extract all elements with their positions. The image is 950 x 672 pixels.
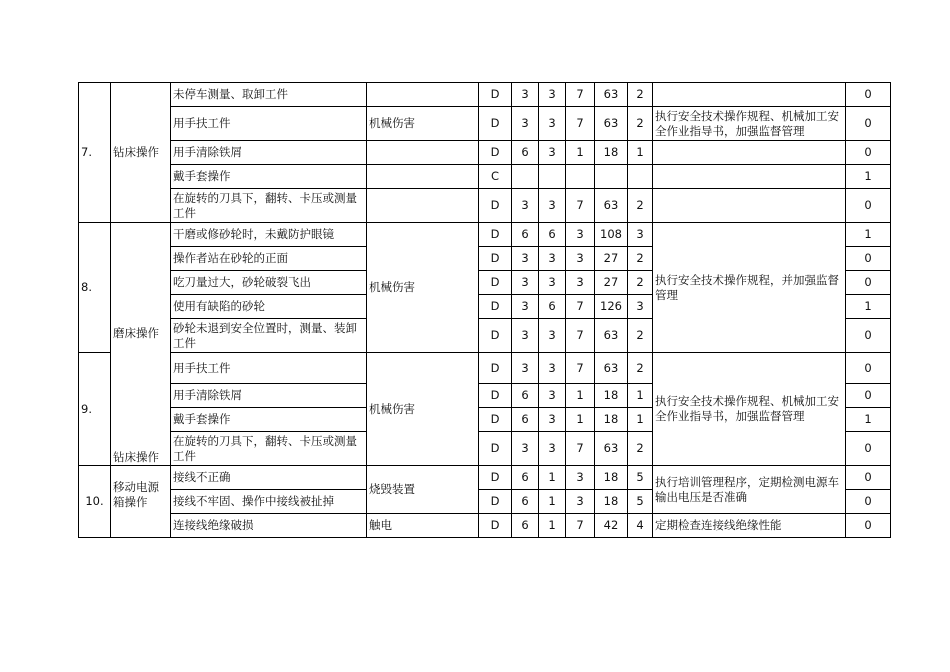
c-value: 3 (566, 490, 595, 514)
c-value: 7 (566, 295, 595, 319)
level-cell: D (479, 432, 512, 466)
c-value (566, 165, 595, 189)
e-value: 1 (539, 490, 566, 514)
flag-value: 0 (846, 353, 891, 384)
l-value: 3 (512, 107, 539, 141)
c-value: 7 (566, 514, 595, 538)
operation-name-drilling: 钻床操作 (113, 450, 159, 464)
c-value: 7 (566, 319, 595, 353)
l-value: 3 (512, 271, 539, 295)
e-value: 3 (539, 353, 566, 384)
flag-value: 0 (846, 107, 891, 141)
d-value: 18 (595, 490, 628, 514)
l-value (512, 165, 539, 189)
grade-value: 1 (628, 141, 653, 165)
d-value: 63 (595, 107, 628, 141)
flag-value: 0 (846, 271, 891, 295)
c-value: 7 (566, 107, 595, 141)
hazard-item: 接线不牢固、操作中接线被扯掉 (171, 490, 367, 514)
d-value: 18 (595, 466, 628, 490)
hazard-type: 机械伤害 (367, 223, 479, 353)
flag-value: 1 (846, 408, 891, 432)
flag-value: 0 (846, 514, 891, 538)
e-value: 3 (539, 247, 566, 271)
measure-blank (653, 83, 846, 107)
e-value: 6 (539, 223, 566, 247)
c-value: 3 (566, 271, 595, 295)
e-value: 3 (539, 319, 566, 353)
l-value: 6 (512, 384, 539, 408)
l-value: 3 (512, 189, 539, 223)
flag-value: 1 (846, 295, 891, 319)
table-row (79, 83, 891, 107)
level-cell: D (479, 353, 512, 384)
level-cell: D (479, 514, 512, 538)
table-row (79, 353, 891, 384)
table-row (79, 514, 891, 538)
hazard-type: 触电 (367, 514, 479, 538)
hazard-item: 戴手套操作 (171, 408, 367, 432)
grade-value: 2 (628, 189, 653, 223)
operation-name: 移动电源箱操作 (111, 466, 171, 538)
operation-name: 钻床操作 (111, 83, 171, 223)
level-cell: D (479, 189, 512, 223)
e-value: 3 (539, 189, 566, 223)
grade-value: 2 (628, 83, 653, 107)
l-value: 6 (512, 223, 539, 247)
flag-value: 0 (846, 466, 891, 490)
d-value: 63 (595, 432, 628, 466)
grade-value: 3 (628, 223, 653, 247)
e-value: 3 (539, 432, 566, 466)
hazard-type-blank (367, 83, 479, 107)
flag-value: 0 (846, 490, 891, 514)
measure-blank (653, 165, 846, 189)
d-value: 63 (595, 319, 628, 353)
hazard-item: 吃刀量过大，砂轮破裂飞出 (171, 271, 367, 295)
table-row (79, 223, 891, 247)
hazard-item: 在旋转的刀具下，翻转、卡压或测量工件 (171, 432, 367, 466)
e-value: 3 (539, 271, 566, 295)
d-value: 18 (595, 141, 628, 165)
level-cell: D (479, 247, 512, 271)
level-cell: D (479, 141, 512, 165)
l-value: 6 (512, 141, 539, 165)
e-value: 3 (539, 107, 566, 141)
d-value: 63 (595, 189, 628, 223)
control-measure: 执行安全技术操作规程、机械加工安全作业指导书，加强监督管理 (653, 107, 846, 141)
level-cell: D (479, 223, 512, 247)
row-number: 9. (79, 353, 111, 466)
level-cell: D (479, 466, 512, 490)
l-value: 3 (512, 319, 539, 353)
row-number: 7. (79, 83, 111, 223)
e-value (539, 165, 566, 189)
flag-value: 0 (846, 432, 891, 466)
c-value: 7 (566, 353, 595, 384)
hazard-item: 戴手套操作 (171, 165, 367, 189)
hazard-type-blank (367, 189, 479, 223)
hazard-item: 用手清除铁屑 (171, 141, 367, 165)
c-value: 1 (566, 141, 595, 165)
control-measure: 执行安全技术操作规程，并加强监督管理 (653, 223, 846, 353)
table-row (79, 165, 891, 189)
c-value: 3 (566, 466, 595, 490)
hazard-type-blank (367, 165, 479, 189)
table-row (79, 141, 891, 165)
grade-value: 2 (628, 319, 653, 353)
control-measure: 定期检查连接线绝缘性能 (653, 514, 846, 538)
table-row (79, 107, 891, 141)
level-cell: D (479, 408, 512, 432)
operation-name (111, 223, 171, 466)
measure-blank (653, 141, 846, 165)
l-value: 6 (512, 514, 539, 538)
grade-value: 2 (628, 353, 653, 384)
hazard-item: 砂轮未退到安全位置时，测量、装卸工件 (171, 319, 367, 353)
hazard-item: 在旋转的刀具下，翻转、卡压或测量工件 (171, 189, 367, 223)
d-value: 27 (595, 247, 628, 271)
flag-value: 1 (846, 165, 891, 189)
l-value: 3 (512, 247, 539, 271)
d-value: 108 (595, 223, 628, 247)
flag-value: 0 (846, 247, 891, 271)
l-value: 6 (512, 408, 539, 432)
l-value: 6 (512, 490, 539, 514)
l-value: 3 (512, 83, 539, 107)
e-value: 6 (539, 295, 566, 319)
e-value: 1 (539, 466, 566, 490)
d-value: 63 (595, 83, 628, 107)
hazard-type: 机械伤害 (367, 353, 479, 466)
level-cell: D (479, 83, 512, 107)
grade-value: 3 (628, 295, 653, 319)
l-value: 3 (512, 295, 539, 319)
c-value: 1 (566, 408, 595, 432)
grade-value: 2 (628, 271, 653, 295)
c-value: 3 (566, 247, 595, 271)
hazard-item: 连接线绝缘破损 (171, 514, 367, 538)
d-value: 126 (595, 295, 628, 319)
hazard-item: 操作者站在砂轮的正面 (171, 247, 367, 271)
c-value: 7 (566, 432, 595, 466)
operation-name-grinding: 磨床操作 (113, 326, 159, 340)
c-value: 1 (566, 384, 595, 408)
flag-value: 0 (846, 319, 891, 353)
level-cell: C (479, 165, 512, 189)
row-number: 8. (79, 223, 111, 353)
d-value: 18 (595, 408, 628, 432)
flag-value: 0 (846, 141, 891, 165)
level-cell: D (479, 384, 512, 408)
e-value: 3 (539, 141, 566, 165)
control-measure: 执行安全技术操作规程、机械加工安全作业指导书，加强监督管理 (653, 353, 846, 466)
d-value: 27 (595, 271, 628, 295)
row-number: 10. (79, 466, 111, 538)
grade-value: 2 (628, 247, 653, 271)
grade-value: 5 (628, 490, 653, 514)
hazard-item: 用手清除铁屑 (171, 384, 367, 408)
l-value: 6 (512, 466, 539, 490)
grade-value: 5 (628, 466, 653, 490)
level-cell: D (479, 295, 512, 319)
d-value: 63 (595, 353, 628, 384)
c-value: 7 (566, 189, 595, 223)
e-value: 3 (539, 83, 566, 107)
hazard-type: 机械伤害 (367, 107, 479, 141)
level-cell: D (479, 271, 512, 295)
c-value: 7 (566, 83, 595, 107)
d-value (595, 165, 628, 189)
hazard-item: 用手扶工件 (171, 107, 367, 141)
table-row (79, 466, 891, 490)
level-cell: D (479, 490, 512, 514)
hazard-item: 接线不正确 (171, 466, 367, 490)
grade-value: 1 (628, 384, 653, 408)
e-value: 3 (539, 408, 566, 432)
grade-value: 2 (628, 432, 653, 466)
control-measure: 执行培训管理程序，定期检测电源车输出电压是否准确 (653, 466, 846, 514)
hazard-type-blank (367, 141, 479, 165)
grade-value (628, 165, 653, 189)
risk-table (78, 82, 891, 538)
grade-value: 2 (628, 107, 653, 141)
d-value: 18 (595, 384, 628, 408)
hazard-item: 使用有缺陷的砂轮 (171, 295, 367, 319)
d-value: 42 (595, 514, 628, 538)
flag-value: 1 (846, 223, 891, 247)
flag-value: 0 (846, 189, 891, 223)
measure-blank (653, 189, 846, 223)
hazard-item: 干磨或修砂轮时，未戴防护眼镜 (171, 223, 367, 247)
level-cell: D (479, 107, 512, 141)
hazard-type: 烧毁装置 (367, 466, 479, 514)
table-row (79, 189, 891, 223)
hazard-item: 用手扶工件 (171, 353, 367, 384)
l-value: 3 (512, 432, 539, 466)
grade-value: 4 (628, 514, 653, 538)
hazard-item: 未停车测量、取卸工件 (171, 83, 367, 107)
e-value: 3 (539, 384, 566, 408)
grade-value: 1 (628, 408, 653, 432)
flag-value: 0 (846, 384, 891, 408)
flag-value: 0 (846, 83, 891, 107)
level-cell: D (479, 319, 512, 353)
e-value: 1 (539, 514, 566, 538)
c-value: 3 (566, 223, 595, 247)
l-value: 3 (512, 353, 539, 384)
risk-assessment-sheet (78, 82, 891, 538)
